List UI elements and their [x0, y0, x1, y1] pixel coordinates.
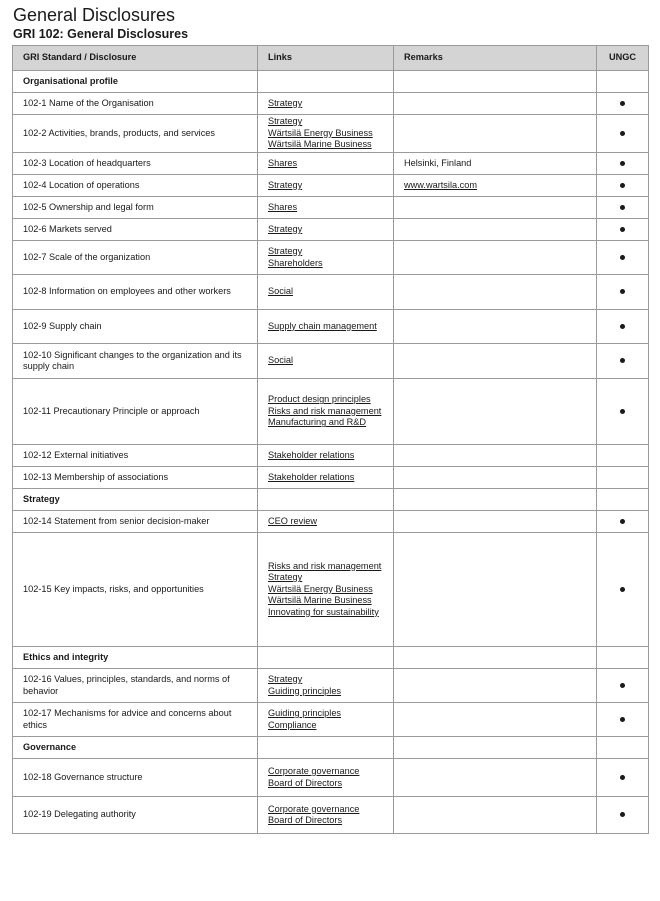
remarks-cell — [394, 197, 597, 219]
ungc-cell — [597, 759, 649, 797]
disclosure-cell: 102-5 Ownership and legal form — [13, 197, 258, 219]
remarks-cell — [394, 467, 597, 489]
bullet-icon — [620, 227, 625, 232]
disclosure-cell: 102-4 Location of operations — [13, 175, 258, 197]
empty-cell — [597, 489, 649, 511]
ungc-cell — [597, 669, 649, 703]
header-links: Links — [258, 46, 394, 71]
table-row — [13, 759, 649, 797]
disclosure-cell: 102-8 Information on employees and other workers — [13, 275, 258, 310]
ungc-cell — [597, 93, 649, 115]
empty-cell — [597, 737, 649, 759]
disclosure-cell: 102-10 Significant changes to the organization and its supply chain — [13, 344, 258, 379]
disclosure-cell: 102-18 Governance structure — [13, 759, 258, 797]
links-cell — [258, 511, 394, 533]
remarks-cell — [394, 669, 597, 703]
link[interactable]: Wärtsilä Energy Business — [268, 583, 373, 594]
links-cell — [258, 197, 394, 219]
disclosure-cell: 102-12 External initiatives — [13, 445, 258, 467]
ungc-cell — [597, 467, 649, 489]
table-row — [13, 467, 649, 489]
disclosure-cell: 102-17 Mechanisms for advice and concerns about ethics — [13, 703, 258, 737]
ungc-cell — [597, 445, 649, 467]
links-cell — [258, 344, 394, 379]
disclosure-cell: 102-3 Location of headquarters — [13, 153, 258, 175]
disclosure-cell: 102-11 Precautionary Principle or approach — [13, 379, 258, 445]
link[interactable]: Strategy — [268, 179, 303, 190]
empty-cell — [258, 489, 394, 511]
link[interactable]: Guiding principles — [268, 708, 342, 718]
link[interactable]: Strategy — [268, 246, 303, 256]
link[interactable]: Wärtsilä Marine Business — [268, 139, 372, 150]
links-cell — [258, 797, 394, 834]
links-cell — [258, 379, 394, 445]
link[interactable]: Stakeholder relations — [268, 449, 355, 460]
bullet-icon — [620, 587, 625, 592]
bullet-icon — [620, 519, 625, 524]
ungc-cell — [597, 275, 649, 310]
links-cell — [258, 241, 394, 275]
link[interactable]: CEO review — [268, 515, 318, 526]
links-cell — [258, 467, 394, 489]
disclosure-cell: 102-14 Statement from senior decision-maker — [13, 511, 258, 533]
bullet-icon — [620, 255, 625, 260]
link[interactable]: Supply chain management — [268, 320, 377, 331]
links-cell — [258, 759, 394, 797]
ungc-cell — [597, 310, 649, 344]
bullet-icon — [620, 775, 625, 780]
link[interactable]: Risks and risk management — [268, 560, 382, 571]
empty-cell — [258, 71, 394, 93]
links-cell — [258, 275, 394, 310]
link[interactable]: Shares — [268, 201, 298, 212]
table-row — [13, 219, 649, 241]
remarks-cell — [394, 93, 597, 115]
links-cell — [258, 703, 394, 737]
link[interactable]: Board of Directors — [268, 815, 343, 825]
link[interactable]: Wärtsilä Energy Business — [268, 127, 373, 138]
remarks-cell — [394, 241, 597, 275]
ungc-cell — [597, 115, 649, 153]
links-cell — [258, 175, 394, 197]
disclosure-cell: 102-19 Delegating authority — [13, 797, 258, 834]
section-row — [13, 71, 649, 93]
links-cell — [258, 445, 394, 467]
link[interactable]: Product design principles — [268, 394, 371, 405]
table-row — [13, 275, 649, 310]
table-row — [13, 310, 649, 344]
empty-cell — [394, 647, 597, 669]
page-title: General Disclosures — [13, 5, 176, 25]
table-row — [13, 93, 649, 115]
table-row — [13, 445, 649, 467]
table-row — [13, 379, 649, 445]
bullet-icon — [620, 131, 625, 136]
remarks-cell — [394, 344, 597, 379]
disclosure-cell: 102-1 Name of the Organisation — [13, 93, 258, 115]
ungc-cell — [597, 197, 649, 219]
section-label: Organisational profile — [13, 71, 258, 93]
ungc-cell — [597, 153, 649, 175]
remarks-cell — [394, 115, 597, 153]
remarks-cell — [394, 703, 597, 737]
table-row — [13, 115, 649, 153]
link[interactable]: Strategy — [268, 572, 303, 583]
bullet-icon — [620, 409, 625, 414]
empty-cell — [258, 647, 394, 669]
remarks-cell — [394, 797, 597, 834]
link[interactable]: Manufacturing and R&D — [268, 417, 367, 428]
ungc-cell — [597, 175, 649, 197]
links-cell — [258, 669, 394, 703]
links-cell — [258, 115, 394, 153]
link[interactable]: Risks and risk management — [268, 405, 382, 416]
table-header-row — [13, 46, 649, 71]
link[interactable]: Corporate governance — [268, 803, 360, 814]
link[interactable]: Innovating for sustainability — [268, 606, 379, 617]
link[interactable]: Social — [268, 355, 294, 366]
disclosure-cell: 102-9 Supply chain — [13, 310, 258, 344]
disclosure-cell: 102-16 Values, principles, standards, and norms of behavior — [13, 669, 258, 703]
ungc-cell — [597, 797, 649, 834]
links-cell — [258, 153, 394, 175]
table-row — [13, 175, 649, 197]
table-row — [13, 533, 649, 647]
gri-disclosure-table — [12, 45, 649, 834]
bullet-icon — [620, 101, 625, 106]
links-cell — [258, 93, 394, 115]
table-row — [13, 703, 649, 737]
link[interactable]: Board of Directors — [268, 777, 343, 788]
ungc-cell — [597, 703, 649, 737]
empty-cell — [597, 647, 649, 669]
table-row — [13, 669, 649, 703]
disclosure-cell: 102-13 Membership of associations — [13, 467, 258, 489]
section-row — [13, 489, 649, 511]
disclosure-cell: 102-7 Scale of the organization — [13, 241, 258, 275]
bullet-icon — [620, 289, 625, 294]
link[interactable]: Strategy — [268, 116, 303, 127]
bullet-icon — [620, 358, 625, 363]
empty-cell — [394, 71, 597, 93]
link[interactable]: Strategy — [268, 223, 303, 234]
empty-cell — [258, 737, 394, 759]
section-label: Ethics and integrity — [13, 647, 258, 669]
remarks-cell — [394, 379, 597, 445]
link[interactable]: Compliance — [268, 719, 317, 730]
bullet-icon — [620, 812, 625, 817]
empty-cell — [394, 489, 597, 511]
bullet-icon — [620, 161, 625, 166]
section-subtitle: GRI 102: General Disclosures — [13, 27, 189, 41]
table-row — [13, 241, 649, 275]
remarks-cell — [394, 533, 597, 647]
remarks-cell: Helsinki, Finland — [394, 153, 597, 175]
remarks-cell — [394, 310, 597, 344]
bullet-icon — [620, 183, 625, 188]
link[interactable]: Wärtsilä Marine Business — [268, 595, 372, 606]
remarks-cell — [394, 445, 597, 467]
link[interactable]: Strategy — [268, 97, 303, 108]
links-cell — [258, 310, 394, 344]
remarks-link[interactable]: www.wartsila.com — [404, 179, 478, 190]
ungc-cell — [597, 533, 649, 647]
header-remarks: Remarks — [394, 46, 597, 71]
remarks-cell — [394, 219, 597, 241]
ungc-cell — [597, 344, 649, 379]
table-row — [13, 197, 649, 219]
ungc-cell — [597, 511, 649, 533]
bullet-icon — [620, 324, 625, 329]
header-ungc: UNGC — [597, 46, 649, 71]
link[interactable]: Corporate governance — [268, 766, 360, 776]
remarks-cell — [394, 275, 597, 310]
remarks-cell — [394, 511, 597, 533]
link[interactable]: Guiding principles — [268, 685, 342, 696]
bullet-icon — [620, 205, 625, 210]
disclosure-cell: 102-6 Markets served — [13, 219, 258, 241]
table-body — [13, 71, 649, 834]
table-row — [13, 344, 649, 379]
section-row — [13, 737, 649, 759]
disclosure-cell: 102-15 Key impacts, risks, and opportunities — [13, 533, 258, 647]
bullet-icon — [620, 683, 625, 688]
table-row — [13, 797, 649, 834]
link[interactable]: Stakeholder relations — [268, 471, 355, 482]
section-label: Strategy — [13, 489, 258, 511]
table-row — [13, 153, 649, 175]
ungc-cell — [597, 379, 649, 445]
empty-cell — [394, 737, 597, 759]
link[interactable]: Strategy — [268, 674, 303, 684]
section-row — [13, 647, 649, 669]
remarks-cell — [394, 759, 597, 797]
section-label: Governance — [13, 737, 258, 759]
remarks-cell — [394, 175, 597, 197]
table-row — [13, 511, 649, 533]
disclosure-cell: 102-2 Activities, brands, products, and services — [13, 115, 258, 153]
links-cell — [258, 533, 394, 647]
link[interactable]: Shares — [268, 157, 298, 168]
link[interactable]: Shareholders — [268, 257, 323, 268]
ungc-cell — [597, 241, 649, 275]
ungc-cell — [597, 219, 649, 241]
header-disclosure: GRI Standard / Disclosure — [13, 46, 258, 71]
link[interactable]: Social — [268, 286, 294, 297]
bullet-icon — [620, 717, 625, 722]
links-cell — [258, 219, 394, 241]
empty-cell — [597, 71, 649, 93]
